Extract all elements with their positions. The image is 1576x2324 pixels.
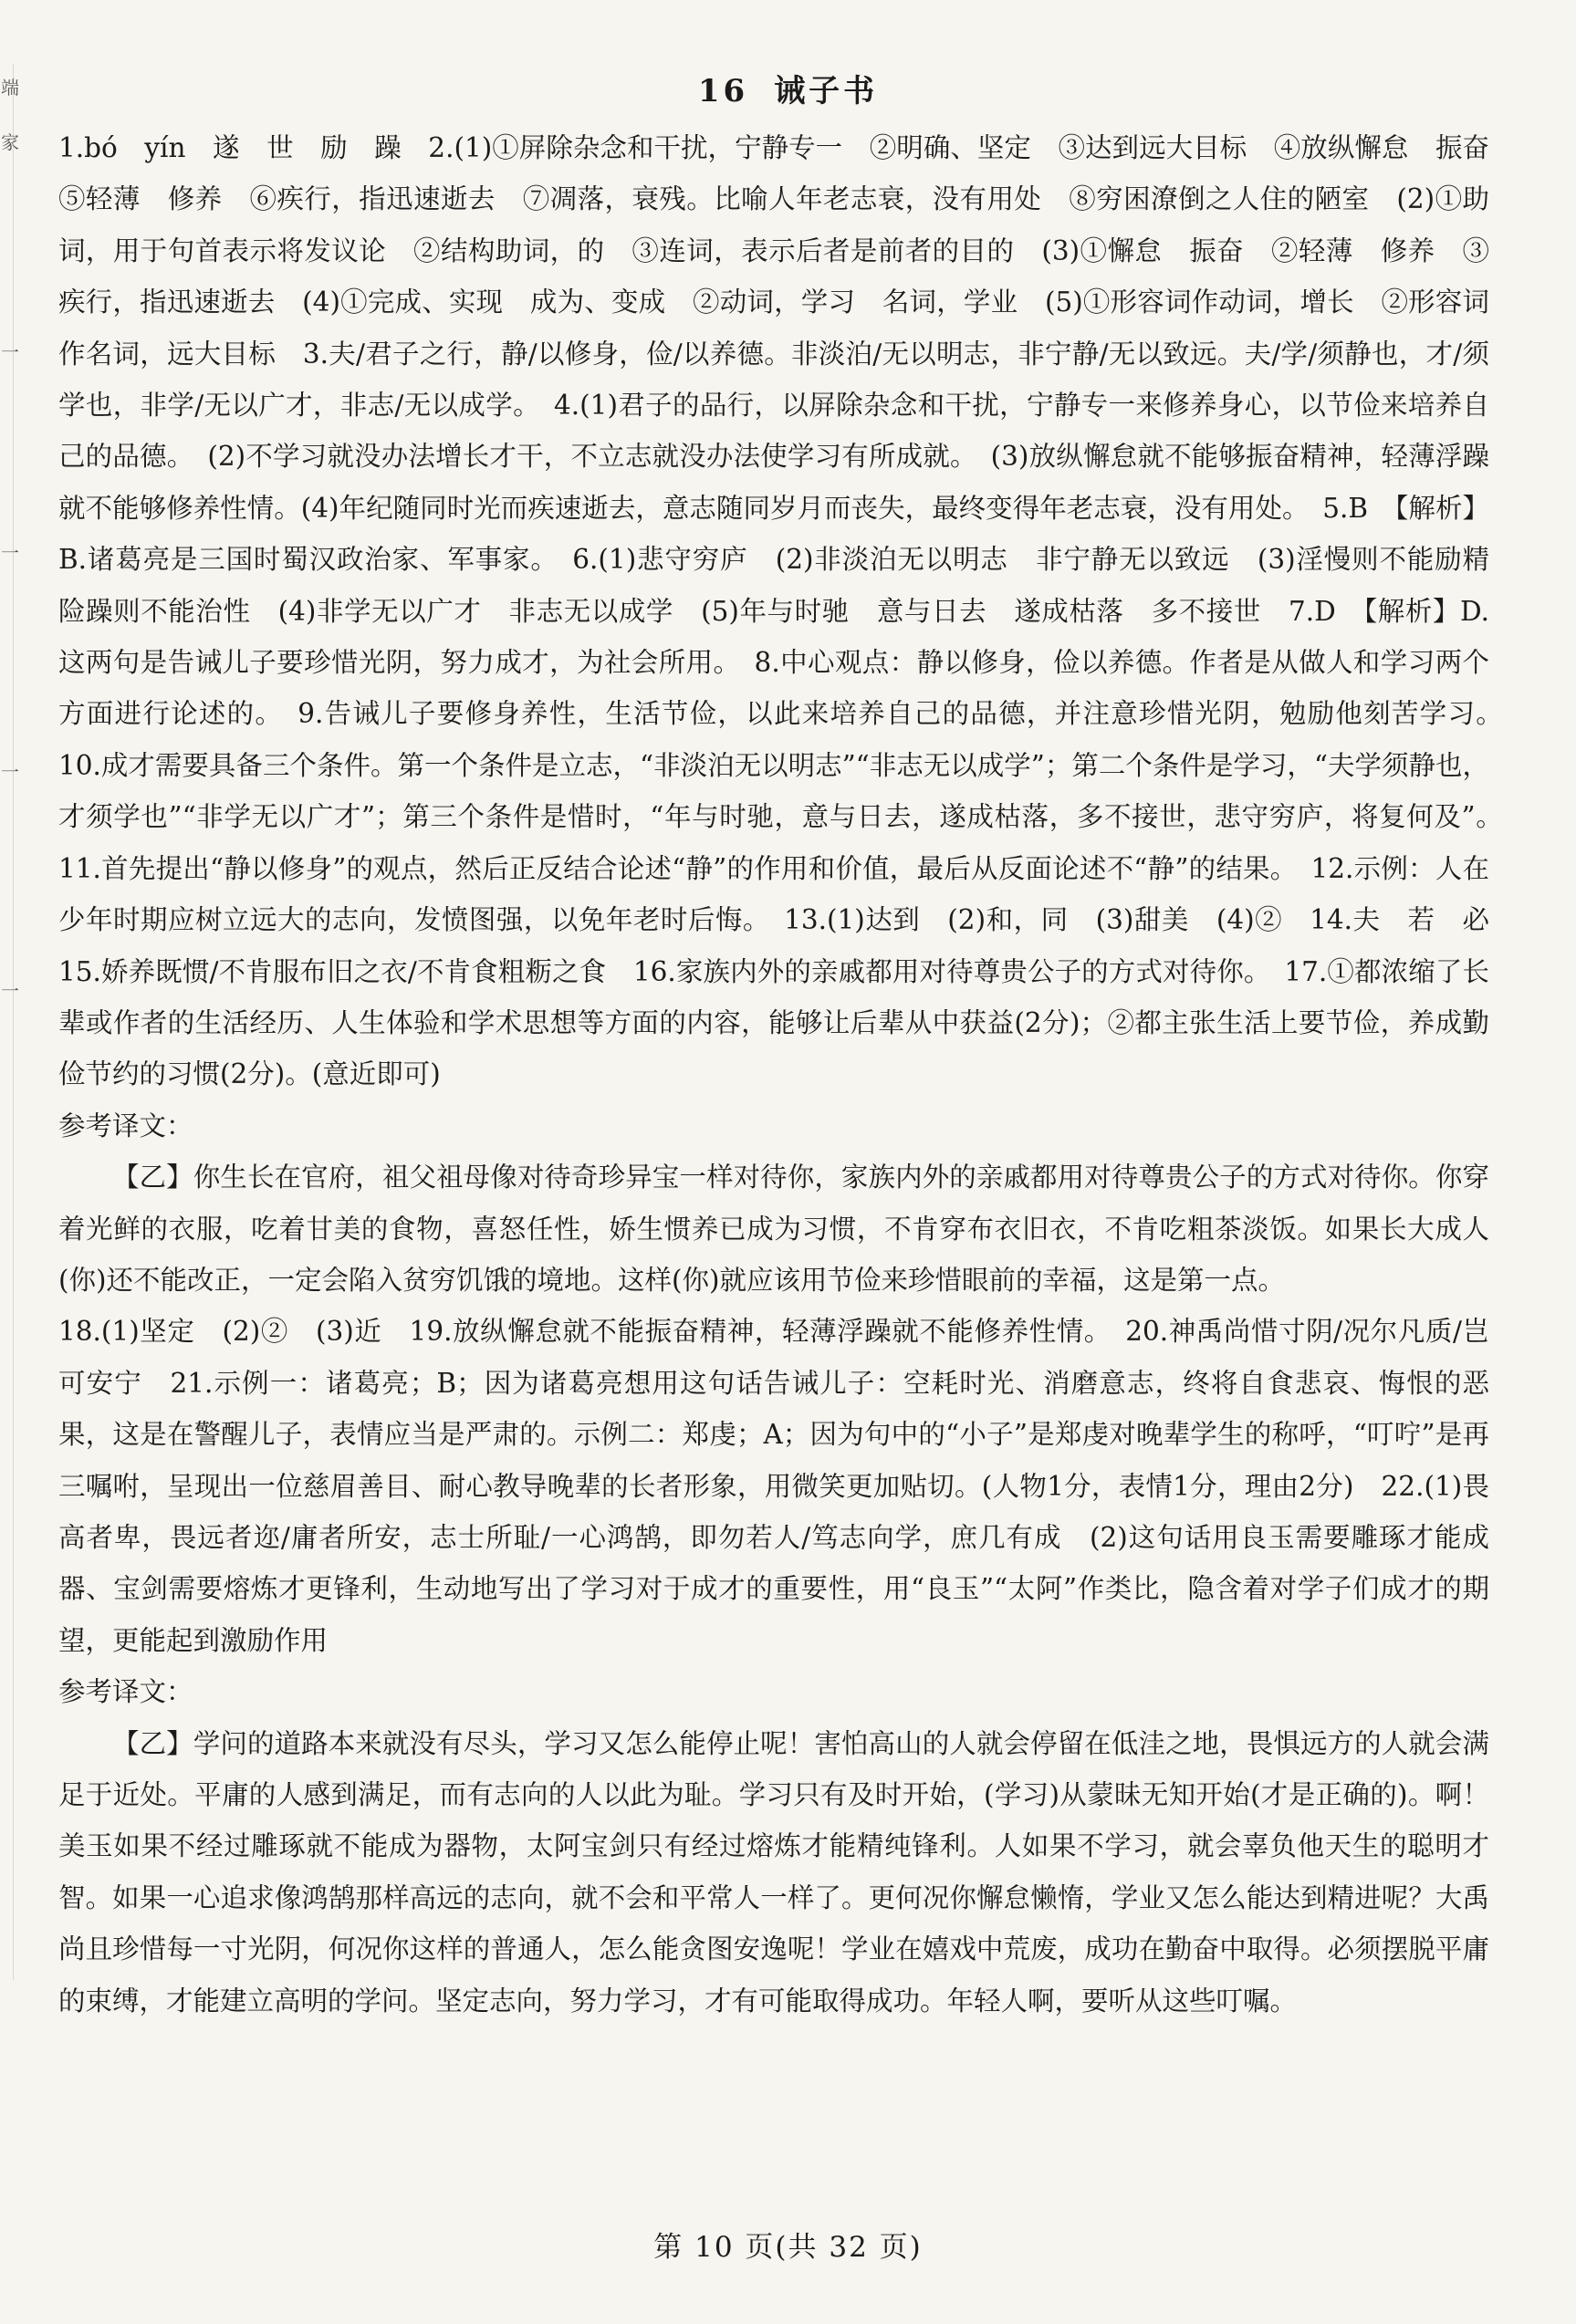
- answer-content: [58, 122, 1517, 2027]
- translation-text: 【乙】你生长在官府，祖父祖母像对待奇珍异宝一样对待你，家族内外的亲戚都用对待尊贵公子的方式对待你。你穿着光鲜的衣服，吃着甘美的食物，喜怒任性，娇生惯养已成为习惯，不肯穿布衣旧衣，不肯吃粗茶淡饭。如果长大成人(你)还不能改正，一定会陷入贫穷饥饿的境地。这样(你)就应该用节俭来珍惜眼前的幸福，这是第一点。: [58, 1162, 1489, 1296]
- translation-label: 参考译文：: [58, 1676, 193, 1708]
- edge-mark: 一: [1, 341, 19, 363]
- section-name: 诫子书: [774, 73, 879, 109]
- answers-block-2: 18.(1)坚定 (2)② (3)近 19.放纵懈怠就不能振奋精神，轻薄浮躁就不能修养性情。 20.神禹尚惜寸阴/况尔凡质/岂可安宁 21.示例一：诸葛亮；B；因为诸葛亮想用这句话告诫儿子：空耗时光、消磨意志，终将自食悲哀、悔恨的恶果，这是在警醒儿子，表情应当是严肃的。示例二：郑虔；A；因为句中的“小子”是郑虔对晚辈学生的称呼，“叮咛”是再三嘱咐，呈现出一位慈眉善目、耐心教导晚辈的长者形象，用微笑更加贴切。(人物1分，表情1分，理由2分) 22.(1)畏高者卑，畏远者迩/庸者所安，志士所耻/一心鸿鹄，即勿若人/笃志向学，庶几有成 (2)这句话用良玉需要雕琢才能成器、宝剑需要熔炼才更锋利，生动地写出了学习对于成才的重要性，用“良玉”“太阿”作类比，隐含着对学子们成才的期望，更能起到激励作用: [58, 1316, 1489, 1656]
- answers-block-1: 1.bó yín 遂 世 励 躁 2.(1)①屏除杂念和干扰，宁静专一 ②明确、坚定 ③达到远大目标 ④放纵懈怠 振奋 ⑤轻薄 修养 ⑥疾行，指迅速逝去 ⑦凋落，衰残。比喻人年老志衰，没有用处 ⑧穷困潦倒之人住的陋室 (2)①助词，用于句首表示将发议论 ②结构助词，的 ③连词，表示后者是前者的目的 (3)①懈怠 振奋 ②轻薄 修养 ③疾行，指迅速逝去 (4)①完成、实现 成为、变成 ②动词，学习 名词，学业 (5)①形容词作动词，增长 ②形容词作名词，远大目标 3.夫/君子之行，静/以修身，俭/以养德。非淡泊/无以明志，非宁静/无以致远。夫/学/须静也，才/须学也，非学/无以广才，非志/无以成学。 4.(1)君子的品行，以屏除杂念和干扰，宁静专一来修养身心，以节俭来培养自己的品德。 (2)不学习就没办法增长才干，不立志就没办法使学习有所成就。 (3)放纵懈怠就不能够振奋精神，轻薄浮躁就不能够修养性情。(4)年纪随同时光而疾速逝去，意志随同岁月而丧失，最终变得年老志衰，没有用处。 5.B 【解析】B.诸葛亮是三国时蜀汉政治家、军事家。 6.(1)悲守穷庐 (2)非淡泊无以明志 非宁静无以致远 (3)淫慢则不能励精 险躁则不能治性 (4)非学无以广才 非志无以成学 (5)年与时驰 意与日去 遂成枯落 多不接世 7.D 【解析】D.这两句是告诫儿子要珍惜光阴，努力成才，为社会所用。 8.中心观点：静以修身，俭以养德。作者是从做人和学习两个方面进行论述的。 9.告诫儿子要修身养性，生活节俭，以此来培养自己的品德，并注意珍惜光阴，勉励他刻苦学习。 10.成才需要具备三个条件。第一个条件是立志，“非淡泊无以明志”“非志无以成学”；第二个条件是学习，“夫学须静也，才须学也”“非学无以广才”；第三个条件是惜时，“年与时驰，意与日去，遂成枯落，多不接世，悲守穷庐，将复何及”。 11.首先提出“静以修身”的观点，然后正反结合论述“静”的作用和价值，最后从反面论述不“静”的结果。 12.示例：人在少年时期应树立远大的志向，发愤图强，以免年老时后悔。 13.(1)达到 (2)和，同 (3)甜美 (4)② 14.夫 若 必 15.娇养既惯/不肯服布旧之衣/不肯食粗粝之食 16.家族内外的亲戚都用对待尊贵公子的方式对待你。 17.①都浓缩了长辈或作者的生活经历、人生体验和学术思想等方面的内容，能够让后辈从中获益(2分)；②都主张生活上要节俭，养成勤俭节约的习惯(2分)。(意近即可): [58, 132, 1517, 1090]
- section-title: [0, 66, 1576, 110]
- page-number: 第 10 页(共 32 页): [653, 2231, 923, 2264]
- edge-mark: 端: [1, 77, 19, 99]
- translation-label: 参考译文：: [58, 1110, 193, 1141]
- binding-edge: [0, 64, 19, 1980]
- edge-mark: 一: [1, 542, 19, 564]
- edge-mark: 一: [1, 761, 19, 783]
- edge-mark: 一: [1, 980, 19, 1002]
- section-number: 16: [697, 73, 749, 109]
- translation-text: 【乙】学问的道路本来就没有尽头，学习又怎么能停止呢！害怕高山的人就会停留在低洼之地，畏惧远方的人就会满足于近处。平庸的人感到满足，而有志向的人以此为耻。学习只有及时开始，(学习)从蒙昧无知开始(才是正确的)。啊！美玉如果不经过雕琢就不能成为器物，太阿宝剑只有经过熔炼才能精纯锋利。人如果不学习，就会辜负他天生的聪明才智。如果一心追求像鸿鹄那样高远的志向，就不会和平常人一样了。更何况你懈怠懒惰，学业又怎么能达到精进呢？大禹尚且珍惜每一寸光阴，何况你这样的普通人，怎么能贪图安逸呢！学业在嬉戏中荒废，成功在勤奋中取得。必须摆脱平庸的束缚，才能建立高明的学问。坚定志向，努力学习，才有可能取得成功。年轻人啊，要听从这些叮嘱。: [58, 1727, 1489, 2017]
- edge-mark: 家: [1, 131, 19, 153]
